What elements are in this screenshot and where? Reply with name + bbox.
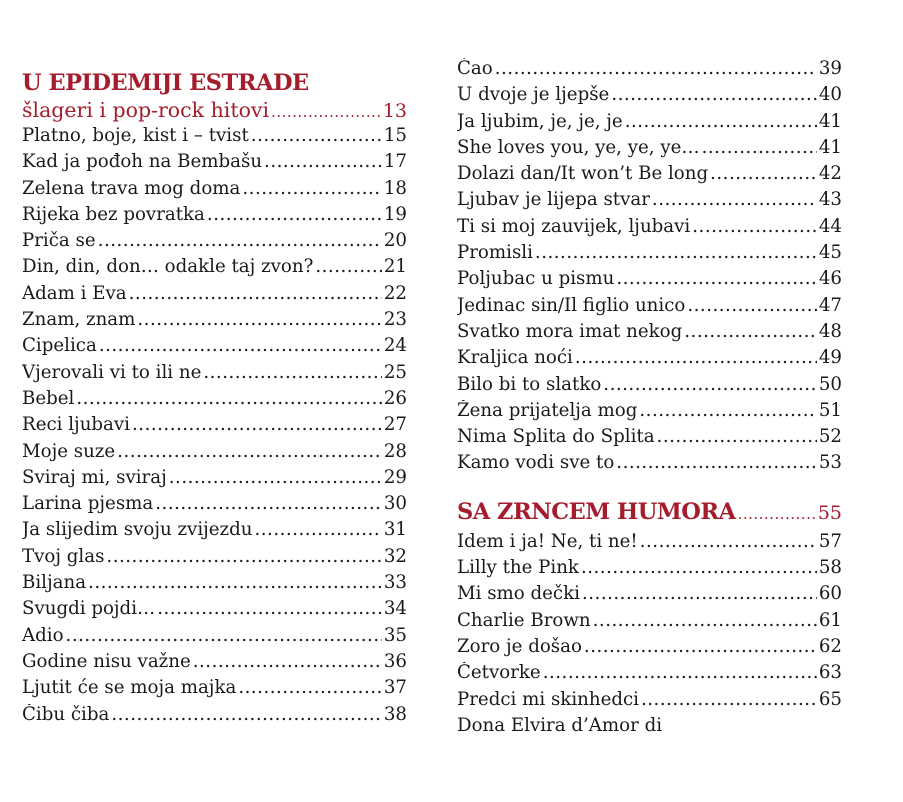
leader-dots xyxy=(254,519,381,540)
toc-entry-page: 51 xyxy=(818,399,842,421)
toc-entry-page: 36 xyxy=(383,650,407,672)
toc-entry-page: 18 xyxy=(383,177,407,199)
toc-entry[interactable] xyxy=(22,467,407,493)
section-page: 55 xyxy=(817,501,842,524)
toc-entry[interactable] xyxy=(457,137,842,163)
toc-entry-title: Bebel xyxy=(22,387,75,409)
toc-entry-title: Tvoj glas xyxy=(22,545,105,567)
toc-entry[interactable] xyxy=(457,636,842,662)
toc-entry-title: Adam i Eva xyxy=(22,282,127,304)
leader-dots xyxy=(641,689,817,710)
toc-entry-page: 24 xyxy=(383,335,407,357)
leader-dots xyxy=(639,400,816,421)
leader-dots xyxy=(251,125,382,146)
leader-dots xyxy=(169,467,382,488)
leader-dots xyxy=(616,452,817,473)
toc-entry-page: 62 xyxy=(818,635,842,657)
toc-entry-title: U dvoje je ljepše xyxy=(457,84,610,106)
toc-entry[interactable] xyxy=(457,583,842,609)
toc-entry-title: Vjerovali vi to ili ne xyxy=(22,361,202,383)
toc-entry[interactable] xyxy=(457,163,842,189)
leader-dots xyxy=(132,414,382,435)
toc-entry-title: Bilo bi to slatko xyxy=(457,373,602,395)
toc-entry[interactable] xyxy=(22,677,407,703)
toc-entry-page: 46 xyxy=(818,268,842,290)
toc-entry[interactable] xyxy=(22,125,407,151)
leader-dots xyxy=(611,84,817,105)
leader-dots xyxy=(315,256,381,277)
leader-dots xyxy=(106,546,381,567)
toc-entry-title: Mi smo dečki xyxy=(457,583,580,605)
leader-dots xyxy=(66,625,382,646)
toc-entry-page: 26 xyxy=(383,387,407,409)
leader-dots xyxy=(593,610,817,631)
toc-entry-page: 44 xyxy=(818,215,842,237)
leader-dots xyxy=(264,151,382,172)
toc-entry[interactable] xyxy=(457,189,842,215)
toc-entry-partial[interactable] xyxy=(457,715,842,741)
toc-entry-page: 53 xyxy=(818,452,842,474)
toc-entry[interactable] xyxy=(457,531,842,557)
leader-dots xyxy=(625,111,817,132)
toc-entry[interactable] xyxy=(457,610,842,636)
toc-entry-title: Lilly the Pink xyxy=(457,557,579,579)
toc-entry-page: 25 xyxy=(383,361,407,383)
toc-entry[interactable] xyxy=(457,689,842,715)
leader-dots xyxy=(535,242,817,263)
toc-entry[interactable] xyxy=(22,256,407,282)
toc-entry-title: Čibu čiba xyxy=(22,703,110,725)
section-heading-sa-zrncem-humora: SA ZRNCEM HUMORA xyxy=(457,498,736,525)
toc-entry[interactable] xyxy=(22,230,407,256)
toc-entry[interactable] xyxy=(22,519,407,545)
leader-dots xyxy=(137,309,381,330)
leader-dots xyxy=(117,441,382,462)
toc-entry-title: Nima Splita do Splita xyxy=(457,426,655,448)
toc-entry-page: 60 xyxy=(818,583,842,605)
toc-entry[interactable] xyxy=(22,283,407,309)
toc-entry-title: Adio xyxy=(22,624,64,646)
toc-entry[interactable] xyxy=(22,204,407,230)
toc-entry-title: Cipelica xyxy=(22,335,97,357)
toc-entry-title: Svugdi pojdi… xyxy=(22,598,156,620)
toc-entry-title: Platno, boje, kist i – tvist xyxy=(22,125,249,146)
toc-entry-title: Ti si moj zauvijek, ljubavi xyxy=(457,215,691,237)
toc-entry-page: 30 xyxy=(383,493,407,515)
toc-entry[interactable] xyxy=(457,58,842,84)
toc-entry-title: Svatko mora imat nekog xyxy=(457,320,683,342)
section-heading-u-epidemiji-estrade: U EPIDEMIJI ESTRADE xyxy=(22,70,309,96)
toc-entry[interactable] xyxy=(457,557,842,583)
toc-entry-page: 35 xyxy=(383,624,407,646)
toc-entry-page: 63 xyxy=(818,662,842,684)
toc-entry-title: Ćao xyxy=(457,58,493,79)
leader-dots xyxy=(88,572,382,593)
toc-entry-page: 39 xyxy=(818,58,842,79)
toc-entry[interactable] xyxy=(22,625,407,651)
toc-entry-page: 61 xyxy=(818,609,842,631)
toc-entry[interactable] xyxy=(22,546,407,572)
toc-entry-page: 40 xyxy=(818,84,842,106)
toc-entry-page: 23 xyxy=(383,309,407,331)
toc-entry-title: Predci mi skinhedci xyxy=(457,688,639,710)
toc-entry-page: 28 xyxy=(383,440,407,462)
toc-entry-title: Idem i ja! Ne, ti ne! xyxy=(457,530,638,552)
toc-entry[interactable] xyxy=(457,347,842,373)
toc-entry-title: Promisli xyxy=(457,242,533,264)
toc-entry-title: Godine nisu važne xyxy=(22,650,191,672)
toc-entry-title: Charlie Brown xyxy=(457,609,591,631)
toc-entry-title: Sviraj mi, sviraj xyxy=(22,466,167,488)
leader-dots xyxy=(193,651,382,672)
leader-dots xyxy=(582,583,817,604)
toc-entry-title: Kraljica noći xyxy=(457,347,573,369)
toc-entry-page: 17 xyxy=(383,151,407,173)
toc-left-column xyxy=(22,0,407,730)
toc-entry[interactable] xyxy=(22,704,407,730)
toc-entry-page: 27 xyxy=(383,414,407,436)
toc-entry[interactable] xyxy=(457,84,842,110)
leader-dots xyxy=(684,321,817,342)
toc-entry-title: Dolazi dan/It won’t Be long xyxy=(457,163,709,185)
toc-entry-page: 58 xyxy=(818,557,842,579)
leader-dots xyxy=(157,598,382,619)
toc-entry-title: She loves you, ye, ye, ye… xyxy=(457,136,700,158)
toc-entry[interactable] xyxy=(22,493,407,519)
toc-entry-title: Priča se xyxy=(22,230,96,252)
toc-entry[interactable] xyxy=(457,295,842,321)
toc-entry-title: Ja slijedim svoju zvijezdu xyxy=(22,519,253,541)
leader-dots xyxy=(543,662,817,683)
toc-entry-title: Moje suze xyxy=(22,440,116,462)
subsection-title: šlageri i pop-rock hitovi xyxy=(22,98,270,122)
toc-entry-title: Kad ja pođoh na Bembašu xyxy=(22,151,263,173)
toc-entry[interactable] xyxy=(22,441,407,467)
leader-dots xyxy=(242,178,381,199)
leader-dots xyxy=(203,362,382,383)
leader-dots xyxy=(710,163,817,184)
toc-entry-page: 22 xyxy=(383,282,407,304)
leader-dots xyxy=(76,388,381,409)
leader-dots xyxy=(584,636,817,657)
toc-entry[interactable] xyxy=(457,111,842,137)
leader-dots xyxy=(692,216,817,237)
toc-entry[interactable] xyxy=(22,362,407,388)
toc-entry[interactable] xyxy=(457,242,842,268)
toc-entry-page: 31 xyxy=(383,519,407,541)
leader-dots xyxy=(155,493,382,514)
subsection-page: 13 xyxy=(382,100,407,122)
toc-entry-page: 47 xyxy=(818,294,842,316)
toc-entry-title: Jedinac sin/Il figlio unico xyxy=(457,294,686,316)
leader-dots xyxy=(111,704,381,725)
toc-entry-page: 33 xyxy=(383,572,407,594)
toc-entry-title: Ljubav je lijepa stvar xyxy=(457,189,650,211)
toc-entry-title: Ljutit će se moja majka xyxy=(22,677,237,699)
leader-dots xyxy=(98,230,382,251)
toc-entry-title: Ja ljubim, je, je, je xyxy=(457,110,623,132)
toc-right-column xyxy=(457,0,842,741)
toc-list xyxy=(457,58,842,479)
toc-list xyxy=(457,531,842,715)
toc-entry[interactable] xyxy=(22,151,407,177)
toc-entry[interactable] xyxy=(457,321,842,347)
leader-dots xyxy=(738,505,816,523)
leader-dots xyxy=(99,335,382,356)
toc-entry-page: 38 xyxy=(383,703,407,725)
toc-entry[interactable] xyxy=(457,268,842,294)
toc-entry[interactable] xyxy=(457,662,842,688)
toc-entry[interactable] xyxy=(22,388,407,414)
toc-entry-title: Biljana xyxy=(22,572,87,594)
leader-dots xyxy=(640,531,817,552)
toc-entry[interactable] xyxy=(22,309,407,335)
leader-dots xyxy=(238,677,382,698)
leader-dots xyxy=(581,557,817,578)
toc-entry-title: Din, din, don… odakle taj zvon? xyxy=(22,256,314,278)
toc-entry-page: 34 xyxy=(383,598,407,620)
toc-entry[interactable] xyxy=(457,374,842,400)
toc-entry[interactable] xyxy=(457,216,842,242)
leader-dots xyxy=(207,204,382,225)
toc-entry-title: Zelena trava mog doma xyxy=(22,177,241,199)
toc-entry-page: 43 xyxy=(818,189,842,211)
toc-entry-page: 45 xyxy=(818,242,842,264)
toc-entry[interactable] xyxy=(22,651,407,677)
leader-dots xyxy=(702,137,817,158)
leader-dots xyxy=(657,426,817,447)
toc-entry[interactable] xyxy=(22,414,407,440)
leader-dots xyxy=(603,374,817,395)
toc-entry-title: Znam, znam xyxy=(22,309,136,331)
toc-entry-title: Reci ljubavi xyxy=(22,414,130,436)
leader-dots xyxy=(129,283,382,304)
toc-entry[interactable] xyxy=(22,572,407,598)
leader-dots xyxy=(495,58,817,79)
toc-entry-page: 15 xyxy=(383,125,407,146)
toc-entry-page: 32 xyxy=(383,545,407,567)
toc-entry-title: Rijeka bez povratka xyxy=(22,203,205,225)
leader-dots xyxy=(687,295,817,316)
toc-entry-title: Dona Elvira d’Amor di xyxy=(457,714,663,736)
toc-entry-page: 37 xyxy=(383,677,407,699)
leader-dots xyxy=(575,347,817,368)
toc-entry-page: 41 xyxy=(818,136,842,158)
toc-entry-page: 48 xyxy=(818,320,842,342)
section-heading-row xyxy=(457,499,842,527)
toc-entry-page: 21 xyxy=(383,256,407,278)
toc-entry-title: Zoro je došao xyxy=(457,635,582,657)
toc-entry-title: Četvorke xyxy=(457,662,541,684)
toc-list xyxy=(22,125,407,730)
toc-entry-page: 50 xyxy=(818,373,842,395)
toc-entry-page: 20 xyxy=(383,230,407,252)
toc-entry-page: 41 xyxy=(818,110,842,132)
toc-entry-title: Žena prijatelja mog xyxy=(457,399,638,421)
toc-entry-page: 65 xyxy=(818,688,842,710)
toc-entry[interactable] xyxy=(457,426,842,452)
toc-entry[interactable] xyxy=(457,452,842,478)
leader-dots xyxy=(271,103,381,121)
toc-entry-page: 19 xyxy=(383,203,407,225)
toc-entry-title: Poljubac u pismu xyxy=(457,268,615,290)
toc-entry[interactable] xyxy=(457,400,842,426)
toc-entry-page: 42 xyxy=(818,163,842,185)
leader-dots xyxy=(652,189,817,210)
subsection-heading xyxy=(22,98,407,122)
toc-entry-title: Larina pjesma xyxy=(22,493,154,515)
toc-entry-page: 49 xyxy=(818,347,842,369)
toc-entry-title: Kamo vodi sve to xyxy=(457,452,615,474)
toc-entry-page: 57 xyxy=(818,530,842,552)
toc-entry[interactable] xyxy=(22,598,407,624)
toc-entry[interactable] xyxy=(22,178,407,204)
toc-entry-page: 29 xyxy=(383,466,407,488)
leader-dots xyxy=(616,268,817,289)
toc-entry[interactable] xyxy=(22,335,407,361)
toc-entry-page: 52 xyxy=(818,426,842,448)
